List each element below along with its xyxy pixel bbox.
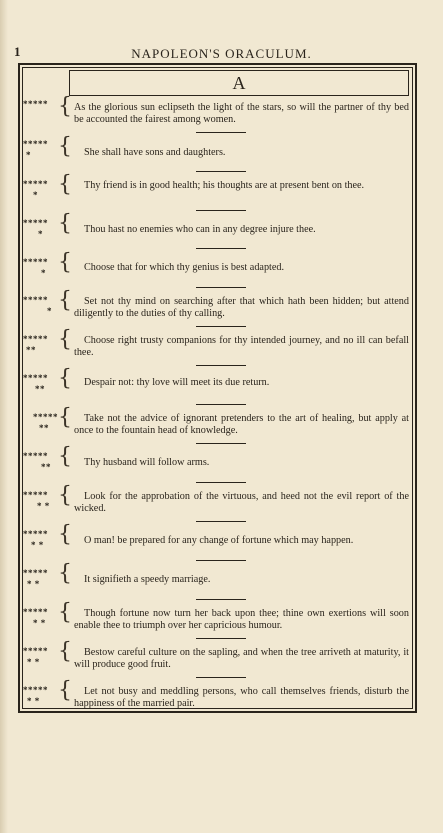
brace-icon: { bbox=[58, 94, 72, 119]
entry-divider bbox=[196, 482, 246, 483]
dots-bottom: * * bbox=[37, 501, 50, 511]
brace-icon: { bbox=[58, 134, 72, 159]
dots-bottom: ** bbox=[39, 423, 49, 433]
brace-icon: { bbox=[58, 327, 72, 352]
dots-bottom: * bbox=[33, 190, 38, 200]
oracle-answer: Bestow careful culture on the sapling, and when the tree arriveth at maturity, it will produce good fruit. bbox=[74, 647, 409, 670]
dot-pattern bbox=[23, 218, 63, 240]
entry-divider bbox=[196, 521, 246, 522]
dots-bottom: * * bbox=[31, 540, 44, 550]
dot-pattern bbox=[23, 685, 63, 707]
dot-pattern bbox=[23, 490, 63, 512]
dots-bottom: * bbox=[26, 150, 31, 160]
dots-top: ***** bbox=[23, 685, 48, 695]
dots-top: ***** bbox=[23, 373, 48, 383]
dots-top: ***** bbox=[23, 607, 48, 617]
dot-pattern bbox=[23, 99, 63, 110]
dots-bottom: * bbox=[38, 229, 43, 239]
oracle-answer: Thy husband will follow arms. bbox=[84, 457, 210, 468]
dots-bottom: * bbox=[47, 306, 52, 316]
brace-icon: { bbox=[58, 172, 72, 197]
oracle-answer: Thou hast no enemies who can in any degree injure thee. bbox=[84, 224, 316, 235]
entry-divider bbox=[196, 599, 246, 600]
entry-divider bbox=[196, 132, 246, 133]
dot-pattern bbox=[23, 646, 63, 668]
running-head: NAPOLEON'S ORACULUM. bbox=[131, 46, 312, 61]
dots-top: ***** bbox=[23, 490, 48, 500]
brace-icon: { bbox=[58, 211, 72, 236]
entry-divider bbox=[196, 210, 246, 211]
oracle-answer: Set not thy mind on searching after that which hath been hidden; but attend diligently to the duties of thy calling. bbox=[74, 296, 409, 319]
dots-bottom: ** bbox=[41, 462, 51, 472]
dots-bottom: * * bbox=[27, 696, 40, 706]
dots-bottom: * * bbox=[33, 618, 46, 628]
page-number: 1 bbox=[14, 44, 21, 59]
oracle-answer: Look for the approbation of the virtuous, and heed not the evil report of the wicked. bbox=[74, 491, 409, 514]
oracle-answer: Choose that for which thy genius is best adapted. bbox=[84, 262, 285, 273]
oracle-answer: As the glorious sun eclipseth the light of the stars, so will the partner of thy bed be accounted the fairest among women. bbox=[74, 102, 409, 125]
brace-icon: { bbox=[58, 405, 72, 430]
dot-pattern bbox=[23, 295, 63, 317]
section-letter: A bbox=[69, 70, 409, 96]
dots-top: ***** bbox=[23, 295, 48, 305]
dot-pattern bbox=[23, 607, 63, 629]
entry-divider bbox=[196, 248, 246, 249]
brace-icon: { bbox=[58, 483, 72, 508]
dots-top: ***** bbox=[23, 334, 48, 344]
dots-top: ***** bbox=[23, 646, 48, 656]
entry-divider bbox=[196, 677, 246, 678]
dot-pattern bbox=[23, 179, 63, 201]
dot-pattern bbox=[23, 334, 63, 356]
entry-divider bbox=[196, 560, 246, 561]
oracle-entries bbox=[20, 95, 415, 711]
brace-icon: { bbox=[58, 639, 72, 664]
entry-divider bbox=[196, 404, 246, 405]
dot-pattern bbox=[23, 451, 63, 473]
brace-icon: { bbox=[58, 444, 72, 469]
dot-pattern bbox=[23, 529, 63, 551]
dots-top: ***** bbox=[23, 451, 48, 461]
dots-bottom: * bbox=[41, 268, 46, 278]
brace-icon: { bbox=[58, 522, 72, 547]
dots-bottom: * * bbox=[27, 579, 40, 589]
dots-top: ***** bbox=[23, 529, 48, 539]
entry-divider bbox=[196, 365, 246, 366]
dots-top: ***** bbox=[23, 218, 48, 228]
page-edge bbox=[0, 0, 8, 833]
dots-bottom: * * bbox=[27, 657, 40, 667]
entry-divider bbox=[196, 171, 246, 172]
oracle-answer: Choose right trusty companions for thy intended journey, and no ill can befall thee. bbox=[74, 335, 409, 358]
oracle-answer: O man! be prepared for any change of fortune which may happen. bbox=[84, 535, 354, 546]
brace-icon: { bbox=[58, 600, 72, 625]
oracle-answer: It signifieth a speedy marriage. bbox=[84, 574, 211, 585]
oracle-answer: Thy friend is in good health; his thoughts are at present bent on thee. bbox=[84, 180, 365, 191]
dots-top: ***** bbox=[23, 257, 48, 267]
oracle-answer: She shall have sons and daughters. bbox=[84, 147, 226, 158]
oracle-answer: Though fortune now turn her back upon thee; thine own exertions will soon enable thee to triumph over her capricious humour. bbox=[74, 608, 409, 631]
dot-pattern bbox=[23, 412, 63, 434]
dots-top: ***** bbox=[23, 99, 48, 109]
oracle-answer: Let not busy and meddling persons, who call themselves friends, disturb the happiness of the married pair. bbox=[74, 686, 409, 709]
dot-pattern bbox=[23, 373, 63, 395]
dots-top: ***** bbox=[23, 179, 48, 189]
oracle-answer: Take not the advice of ignorant pretenders to the art of healing, but apply at once to the fountain head of knowledge. bbox=[74, 413, 409, 436]
dots-bottom: ** bbox=[35, 384, 45, 394]
dots-bottom: ** bbox=[26, 345, 36, 355]
entry-divider bbox=[196, 287, 246, 288]
dot-pattern bbox=[23, 568, 63, 590]
entry-divider bbox=[196, 638, 246, 639]
brace-icon: { bbox=[58, 250, 72, 275]
entry-divider bbox=[196, 443, 246, 444]
brace-icon: { bbox=[58, 366, 72, 391]
brace-icon: { bbox=[58, 561, 72, 586]
dot-pattern bbox=[23, 257, 63, 279]
oracle-answer: Despair not: thy love will meet its due return. bbox=[84, 377, 270, 388]
entry-divider bbox=[196, 326, 246, 327]
brace-icon: { bbox=[58, 288, 72, 313]
dot-pattern bbox=[23, 139, 63, 161]
brace-icon: { bbox=[58, 678, 72, 703]
oracle-table-frame bbox=[18, 63, 417, 713]
dots-top: ***** bbox=[23, 139, 48, 149]
dots-top: ***** bbox=[33, 412, 58, 422]
dots-top: ***** bbox=[23, 568, 48, 578]
